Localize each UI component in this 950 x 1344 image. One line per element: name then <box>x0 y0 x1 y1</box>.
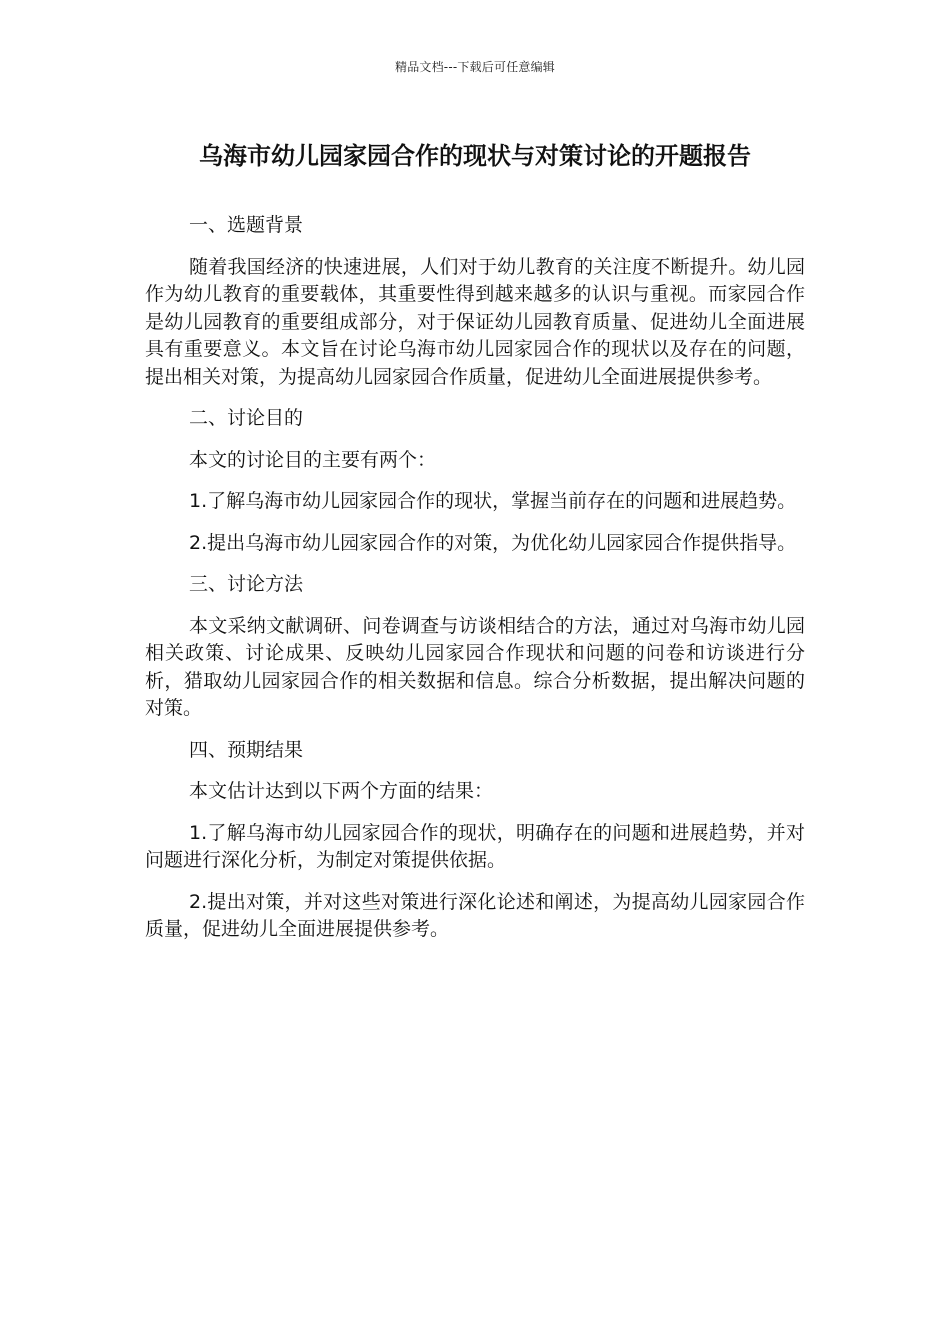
document-title: 乌海市幼儿园家园合作的现状与对策讨论的开题报告 <box>199 142 751 170</box>
paragraph-results-intro: 本文估计达到以下两个方面的结果： <box>189 780 494 802</box>
paragraph-purpose-intro: 本文的讨论目的主要有两个： <box>189 448 437 471</box>
paragraph-purpose-item-1: 1.了解乌海市幼儿园家园合作的现状，掌握当前存在的问题和进展趋势。 <box>189 490 797 512</box>
paragraph-results-item-2: 2.提出对策，并对这些对策进行深化论述和阐述，为提高幼儿园家园合作质量，促进幼儿全面进展提供参考。 <box>145 890 805 940</box>
section-heading-method: 三、讨论方法 <box>189 573 304 595</box>
section-heading-results: 四、预期结果 <box>189 738 304 761</box>
section-heading-purpose: 二、讨论目的 <box>189 407 304 429</box>
paragraph-purpose-item-2: 2.提出乌海市幼儿园家园合作的对策，为优化幼儿园家园合作提供指导。 <box>189 531 797 554</box>
header-note: 精品文档---下载后可任意编辑 <box>395 60 555 74</box>
paragraph-method: 本文采纳文献调研、问卷调查与访谈相结合的方法，通过对乌海市幼儿园相关政策、讨论成果、反映幼儿园家园合作现状和问题的问卷和访谈进行分析，猎取幼儿园家园合作的相关数据和信息。综合分析数据，提出解决问题的对策。 <box>145 614 805 719</box>
document-body <box>145 212 805 958</box>
paragraph-background: 随着我国经济的快速进展，人们对于幼儿教育的关注度不断提升。幼儿园作为幼儿教育的重要载体，其重要性得到越来越多的认识与重视。而家园合作是幼儿园教育的重要组成部分，对于保证幼儿园教育质量、促进幼儿全面进展具有重要意义。本文旨在讨论乌海市幼儿园家园合作的现状以及存在的问题，提出相关对策，为提高幼儿园家园合作质量，促进幼儿全面进展提供参考。 <box>145 255 805 388</box>
paragraph-results-item-1: 1.了解乌海市幼儿园家园合作的现状，明确存在的问题和进展趋势，并对问题进行深化分析，为制定对策提供依据。 <box>145 821 805 871</box>
section-heading-background: 一、选题背景 <box>189 214 304 236</box>
